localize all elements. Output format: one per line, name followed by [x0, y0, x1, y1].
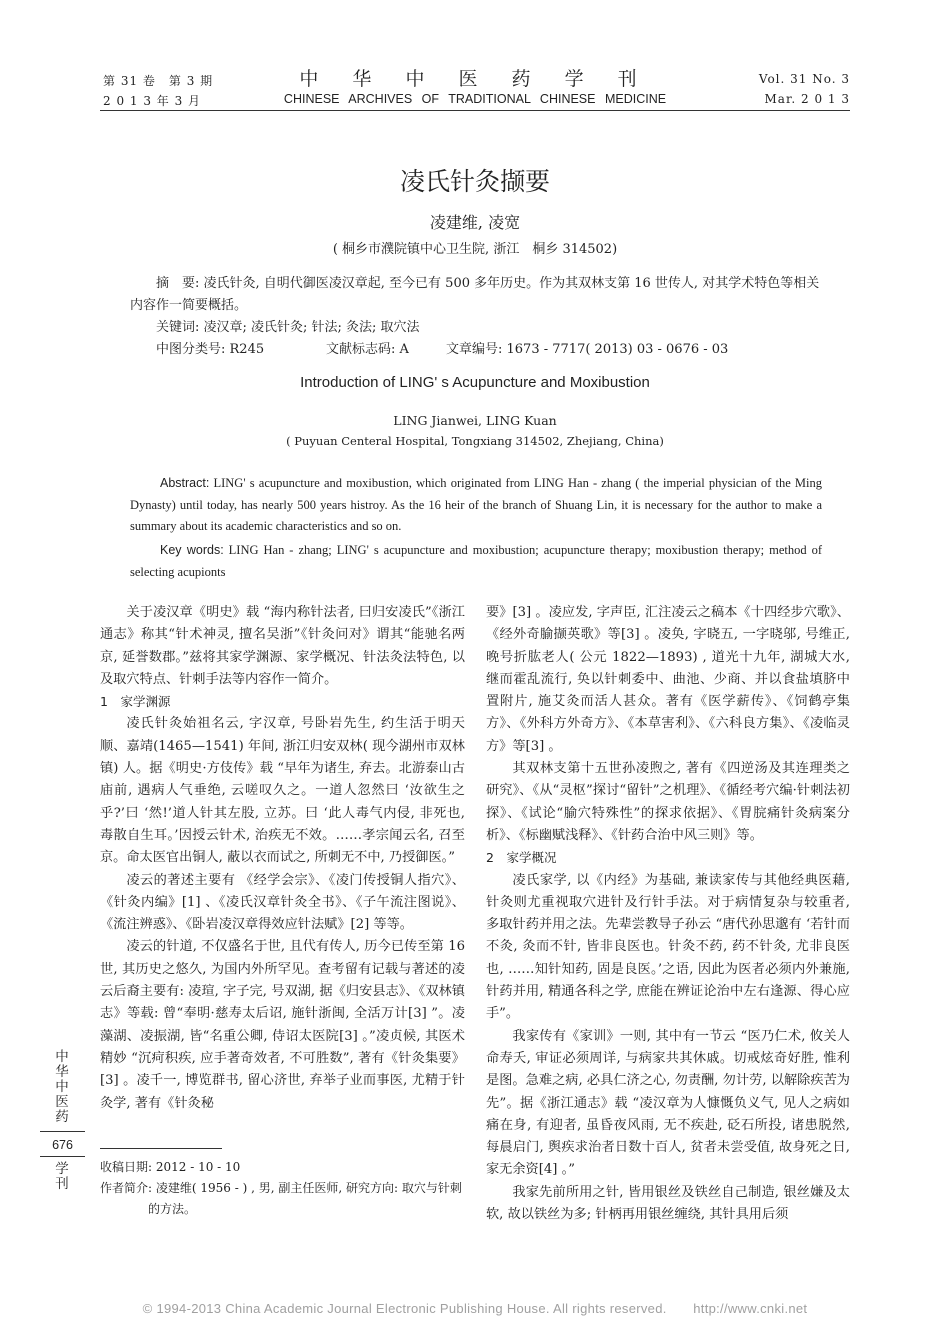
abstract-en-text: LING' s acupuncture and moxibustion, which originated from LING Han - zhang ( the imperial physician of the Ming Dynasty) until today, has nearly 500 years histroy. As the 16 heir of the branch of Shuang Lin, it is necessary for the author to make a summary about its academic characteristics and so on.: [130, 476, 822, 533]
keywords-en-text: LING Han - zhang; LING' s acupuncture and moxibustion; acupuncture therapy; moxibustion therapy; method of selecting acupionts: [130, 543, 822, 579]
received-date: 收稿日期: 2012 - 10 - 10: [100, 1160, 241, 1174]
author-intro: 作者简介: 凌建维( 1956 - ) , 男, 副主任医师, 研究方向: 取穴与针刺的方法。: [100, 1181, 462, 1216]
journal-title-cn: 中 华 中 医 药 学 刊: [299, 68, 651, 90]
article-title-cn: 凌氏针灸撷要: [399, 167, 550, 196]
abstract-en-label: Abstract:: [160, 476, 210, 490]
keywords-en: [130, 540, 822, 583]
abstract-en: [130, 473, 822, 538]
section-heading: 1 家学渊源: [100, 694, 171, 710]
document-code: 文献标志码: A: [326, 342, 409, 357]
body-paragraph: 凌氏针灸始祖名云, 字汉章, 号卧岩先生, 约生活于明天顺、嘉靖(1465—1541) 年间, 浙江归安双林( 现今湖州市双林镇) 人。据《明史·方伎传》载 “早年为诸生, 弃去。北游泰山古庙前, 遇病人气垂绝, 云嗟叹久之。一道人忽然曰 ‘汝欲生之乎?’曰 ‘然!’道人针其左股, 立苏。曰 ‘此人毒气内侵, 非死也, 毒散自生耳。’因授云针术, 治疾无不效。……孝宗闻云名, 召至京。命太医官出铜人, 蔽以衣而试之, 所刺无不中, 乃授御医。”: [100, 716, 465, 866]
keywords-en-label: Key words:: [160, 543, 224, 557]
footnote-rule: [100, 1148, 222, 1149]
side-journal-label: 中 华 中 医 药: [55, 1049, 69, 1125]
body-paragraph: 凌云的针道, 不仅盛名于世, 且代有传人, 历今已传至第 16 世, 其历史之悠久, 为国内外所罕见。查考留有记载与著述的凌云后裔主要有: 凌瑄, 字子完, 号双湖, 据《归安县志》、《双林镇志》等载: 曾“奉明·慈寿太后诏, 施针浙闽, 全活万计[3] ”。凌藻湖、凌振湖, 皆“名重公卿, 侍诏太医院[3] 。”凌贞候, 其医术精妙 “沉疴积疾, 应手著奇效者, 不可胜数”, 著有《针灸集要》[3] 。凌千一, 博览群书, 留心济世, 弃举子业而事医, 尤精于针灸学, 著有《针灸秘: [100, 939, 465, 1111]
side-journal-label-bottom: 学 刊: [55, 1161, 69, 1192]
authors-en: LING Jianwei, LING Kuan: [393, 413, 557, 428]
body-left-column: [100, 602, 465, 1115]
body-paragraph: 凌云的著述主要有 《经学会宗》、《凌门传授铜人指穴》、《针灸内编》[1] 、《凌氏汉章针灸全书》、《子午流注图说》、《流注辨惑》、《卧岩凌汉章得效应针法赋》[2] 等等。: [100, 872, 465, 933]
body-paragraph: 凌氏家学, 以《内经》为基础, 兼读家传与其他经典医藉, 针灸则尤重视取穴进针及行针手法。对于病情复杂与较重者, 多取针药并用之法。先辈尝教导子孙云 “唐代孙思邈有 ‘若针而不灸, 灸而不针, 皆非良医也。针灸不药, 药不针灸, 尤非良医也, ……知针知药, 固是良医。’之语, 因此为医者必须内外兼施, 针药并用, 精通各科之学, 庶能在辨证论治中左右逢源、得心应手”。: [486, 872, 850, 1022]
volume-issue: 第 31 卷 第 3 期: [103, 74, 214, 88]
article-title-en: Introduction of LING' s Acupuncture and Moxibustion: [300, 374, 650, 391]
header-rule: [100, 110, 850, 111]
keywords-cn: 关键词: 凌汉章; 凌氏针灸; 针法; 灸法; 取穴法: [156, 320, 420, 335]
issue-date-cn: 2 0 1 3 年 3 月: [103, 94, 202, 108]
issue-date-en: Mar. 2 0 1 3: [764, 92, 850, 106]
affiliation-en: ( Puyuan Centeral Hospital, Tongxiang 314502, Zhejiang, China): [286, 434, 664, 448]
side-rule-top: [40, 1131, 85, 1132]
body-paragraph: 我家传有《家训》一则, 其中有一节云 “医乃仁术, 攸关人命寿夭, 审证必须周详, 与病家共其休戚。切戒炫奇好胜, 惟利是图。急难之病, 必具仁济之心, 勿责酬, 勿计劳, 以解除疾苦为先”。据《浙江通志》载 “凌汉章为人慷慨负义气, 见人之病如痛在身, 有迎者, 虽昏夜风雨, 无不疾赴, 砭石所投, 诸患脱然, 每晨启门, 舆疾求治者日数十百人, 贫者未尝受值, 故身死之日, 家无余资[4] 。”: [486, 1028, 850, 1178]
article-number: 文章编号: 1673 - 7717( 2013) 03 - 0676 - 03: [446, 342, 729, 357]
volume-en: Vol. 31 No. 3: [758, 72, 850, 86]
body-paragraph: 关于凌汉章《明史》载 “海内称针法者, 曰归安凌氏”《浙江通志》称其“针术神灵, 擅名吴浙”《针灸问对》谓其“能驰名两京, 延誉数郡。”兹将其家学渊源、家学概况、针法灸法特色, 以及取穴特点、针刺手法等内容作一简介。: [100, 605, 465, 687]
side-rule-bottom: [40, 1156, 85, 1157]
abstract-cn: 摘 要: 凌氏针灸, 自明代御医凌汉章起, 至今已有 500 多年历史。作为其双林支第 16 世传人, 对其学术特色等相关内容作一简要概括。: [130, 276, 820, 313]
body-paragraph: 要》[3] 。凌应发, 字声臣, 汇注凌云之稿本《十四经步穴歌》、《经外奇腧撷英歌》等[3] 。凌奂, 字晓五, 一字晓邬, 号维正, 晚号折肱老人( 公元 1822—1893) , 道光十九年, 湖城大水, 继而霍乱流行, 奂以针刺委中、曲池、少商、并以食盐填脐中置附片, 施艾灸而活人甚众。著有《医学薪传》、《饲鹤亭集方》、《外科方外奇方》、《本草害利》、《六科良方集》、《凌临灵方》等[3] 。: [486, 605, 850, 754]
section-heading: 2 家学概况: [486, 850, 557, 866]
affiliation-cn: ( 桐乡市濮院镇中心卫生院, 浙江 桐乡 314502): [332, 242, 618, 257]
body-paragraph: 我家先前所用之针, 皆用银丝及铁丝自己制造, 银丝嫌及太软, 故以铁丝为多; 针柄再用银丝缠绕, 其针具用后须: [486, 1184, 850, 1223]
copyright-notice: © 1994-2013 China Academic Journal Electronic Publishing House. All rights reserved. http://www.cnki.net: [142, 1301, 808, 1316]
clc-number: 中图分类号: R245: [156, 342, 265, 357]
journal-title-en: CHINESE ARCHIVES OF TRADITIONAL CHINESE MEDICINE: [283, 92, 667, 106]
body-right-column: [486, 602, 850, 1226]
authors-cn: 凌建维, 凌宽: [429, 213, 521, 232]
page-number: 676: [52, 1138, 73, 1152]
body-paragraph: 其双林支第十五世孙凌煦之, 著有《四逆汤及其连理类之研究》、《从“灵枢”探讨“留针”之机理》、《循经考穴编·针刺法初探》、《试论“腧穴特殊性”的探求依据》、《胃脘痛针灸病案分析》、《标幽赋浅释》、《针药合治中风三则》等。: [486, 761, 850, 843]
